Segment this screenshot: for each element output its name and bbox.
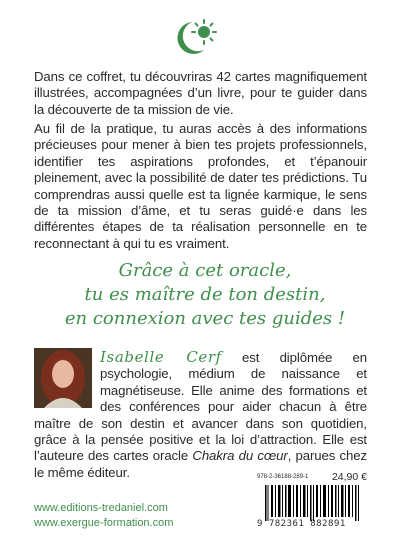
barcode-digits: 9 782361 882891	[257, 519, 346, 529]
price: 24,90 €	[331, 471, 367, 483]
oracle-title: Chakra du cœur	[192, 448, 288, 464]
quote-line-1: Grâce à cet oracle,	[118, 260, 292, 281]
barcode-block	[257, 471, 367, 531]
author-bio-end: , parues chez le même éditeur.	[34, 448, 367, 480]
intro-paragraph-1: Dans ce coffret, tu découvriras 42 cartes magnifiquement illustrées, accompagnées d’un livre, pour te guider dans la découverte de ta mission de vie.	[34, 69, 367, 117]
quote-line-2: tu es maître de ton destin,	[84, 284, 326, 305]
author-bio-text: est diplômée en psychologie, médium de naissance et magnétiseuse. Elle anime des formations et des conférences pour aider chacun à être maître de son destin et avancer dans son quotidien, grâce à la pensée positive et la loi d’attraction. Elle est l’auteure des cartes oracle	[34, 350, 367, 464]
author-name: Isabelle Cerf	[100, 348, 222, 366]
author-bio	[34, 349, 367, 481]
website-link-exergue[interactable]: www.exergue-formation.com	[34, 517, 174, 529]
barcode-bars	[265, 485, 365, 521]
publisher-websites	[34, 501, 173, 531]
moon-sun-icon	[174, 16, 220, 56]
quote	[60, 259, 350, 331]
photo-spacer	[34, 349, 100, 413]
intro-paragraph-2: Au fil de la pratique, tu auras accès à des informations précieuses pour mener à bien tes projets professionnels, identifier tes aspirations profondes, et t’épanouir pleinement, avec la possibilité de dater tes prédictions. Tu comprendras aussi quelle est ta lignée karmique, le sens de ta mission d’âme, et tu seras guidé·e dans les différentes étapes de ta réalisation personnelle en te reconnectant à qui tu es vraiment.	[34, 121, 367, 251]
website-link-tredaniel[interactable]: www.editions-tredaniel.com	[34, 502, 168, 514]
quote-line-3: en connexion avec tes guides !	[64, 308, 346, 329]
isbn-text: 978-2-36188-289-1	[257, 474, 309, 480]
